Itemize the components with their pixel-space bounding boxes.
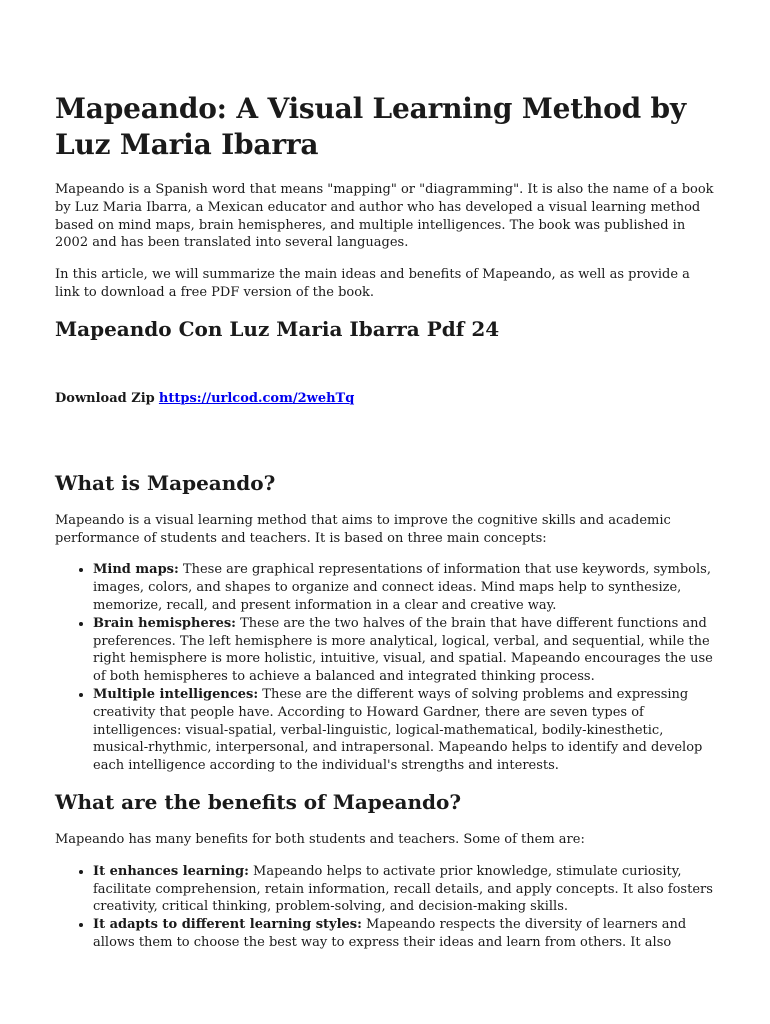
list-item-text: Mapeando helps to activate prior knowledge, stimulate curiosity, facilitate comprehension, retain information, recall details, and apply concepts. It also fosters creativity, critical thinking, problem-solving, and decision-making skills. [93, 863, 713, 915]
what-heading: What is Mapeando? [55, 470, 276, 495]
download-label: Download Zip [55, 390, 155, 406]
benefits-paragraph: Mapeando has many benefits for both students and teachers. Some of them are: [55, 831, 585, 847]
list-item [93, 916, 717, 952]
list-item [93, 615, 717, 686]
list-item-term: It enhances learning: [93, 863, 249, 879]
list-item-term: Brain hemispheres: [93, 615, 236, 631]
list-item-text: These are graphical representations of information that use keywords, symbols, images, colors, and shapes to organize and connect ideas. Mind maps help to synthesize, memorize, recall, and present information in a clear and creative way. [93, 562, 711, 613]
download-link[interactable]: https://urlcod.com/2wehTq [158, 390, 355, 406]
download-line [55, 390, 717, 408]
list-item-text: These are the two halves of the brain that have different functions and preferences. The left hemisphere is more analytical, logical, verbal, and sequential, while the right hemisphere is more holistic, intuitive, visual, and spatial. Mapeando encourages the use of both hemispheres to achieve a balanced and integrated thinking process. [93, 615, 713, 685]
document-page [55, 91, 717, 952]
list-item-term: It adapts to different learning styles: [93, 917, 362, 933]
benefits-list [55, 863, 717, 952]
benefits-heading: What are the benefits of Mapeando? [55, 789, 462, 814]
list-item-term: Mind maps: [93, 562, 179, 578]
intro-paragraph-2: In this article, we will summarize the main ideas and benefits of Mapeando, as well as provide a link to download a free PDF version of the book. [55, 267, 690, 300]
list-item-text: Mapeando respects the diversity of learners and allows them to choose the best way to express their ideas and learn from others. It also [93, 917, 687, 950]
page-title: Mapeando: A Visual Learning Method by Luz Maria Ibarra [55, 92, 686, 161]
what-paragraph: Mapeando is a visual learning method that aims to improve the cognitive skills and academic performance of students and teachers. It is based on three main concepts: [55, 512, 671, 546]
list-item-text: These are the different ways of solving problems and expressing creativity that people have. According to Howard Gardner, there are seven types of intelligences: visual-spatial, verbal-linguistic, logical-mathematical, bodily-kinesthetic, musical-rhythmic, interpersonal, and intrapersonal. Mapeando helps to identify and develop each intelligence according to the individual's strengths and interests. [93, 686, 703, 774]
list-item-term: Multiple intelligences: [93, 686, 259, 702]
pdf-heading: Mapeando Con Luz Maria Ibarra Pdf 24 [55, 316, 500, 341]
list-item [93, 561, 717, 614]
list-item [93, 863, 717, 916]
concepts-list [55, 561, 717, 775]
intro-paragraph-1: Mapeando is a Spanish word that means "mapping" or "diagramming". It is also the name of a book by Luz Maria Ibarra, a Mexican educator and author who has developed a visual learning method based on mind maps, brain hemispheres, and multiple intelligences. The book was published in 2002 and has been translated into several languages. [55, 182, 714, 251]
list-item [93, 686, 717, 775]
